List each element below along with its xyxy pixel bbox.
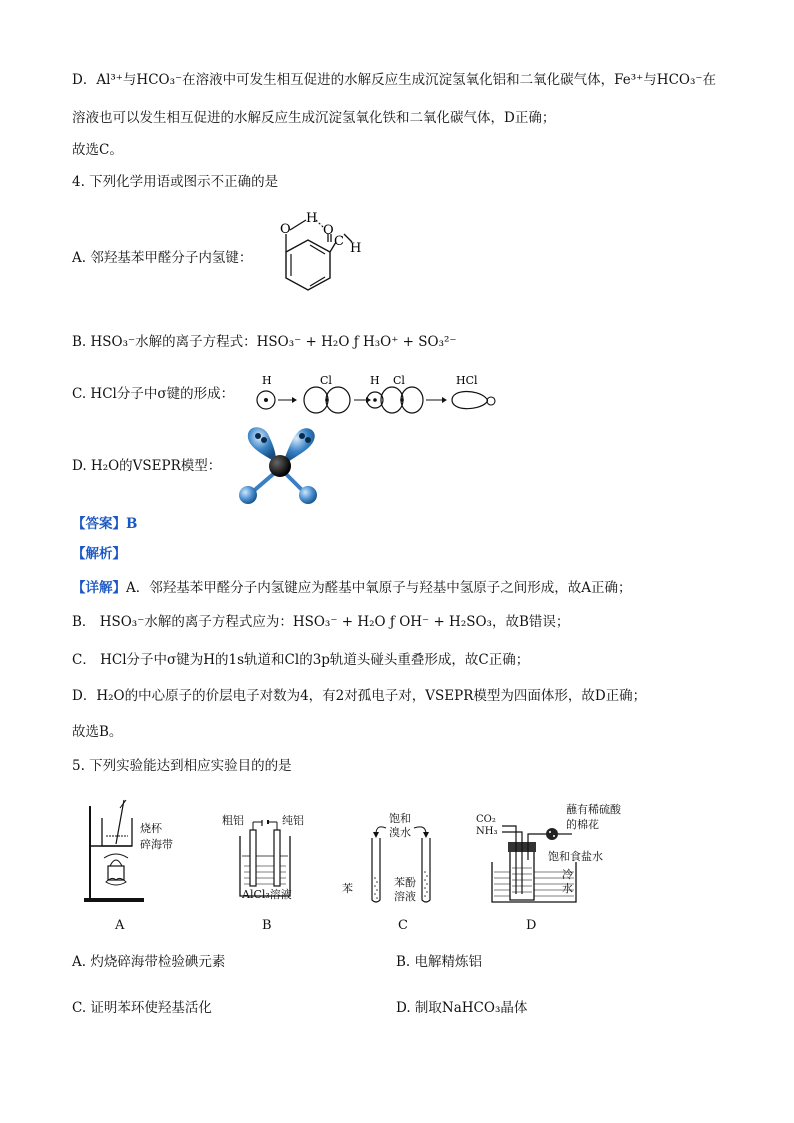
caption-c: C xyxy=(398,918,408,933)
hcl-product-label: HCl xyxy=(456,374,478,387)
option-4b: B. HSO₃⁻水解的离子方程式：HSO₃⁻ + H₂O ƒ H₃O⁺ + SO₃²⁻ xyxy=(72,334,457,350)
caption-a: A xyxy=(115,918,125,933)
label-cotton: 蘸有稀硫酸的棉花 xyxy=(566,803,621,831)
hcl-cl-label: Cl xyxy=(320,374,332,387)
label-brine: 饱和食盐水 xyxy=(548,850,603,863)
text-choose-c: 故选C。 xyxy=(72,142,123,158)
label-seaweed: 碎海带 xyxy=(140,838,173,851)
mol-o2: O xyxy=(323,223,334,238)
mol-c: C xyxy=(334,234,344,249)
mol-h1: H xyxy=(306,211,318,226)
caption-b: B xyxy=(262,918,272,933)
mol-o1: O xyxy=(280,222,291,237)
label-beaker: 烧杯 xyxy=(140,822,162,835)
analysis-label: 【解析】 xyxy=(72,546,126,562)
option-5d: D. 制取NaHCO₃晶体 xyxy=(396,1000,528,1016)
label-co2: CO₂ xyxy=(476,814,496,825)
hcl-h2-label: H xyxy=(370,374,380,387)
option-5b: B. 电解精炼铝 xyxy=(396,954,483,970)
label-crude-al: 粗铝 xyxy=(222,814,244,827)
answer-label: 【答案】B xyxy=(72,516,138,532)
detail-a xyxy=(72,578,632,598)
choose-b: 故选B。 xyxy=(72,724,123,740)
option-4d: D. H₂O的VSEPR模型： xyxy=(72,458,222,474)
label-cold-water: 冷水 xyxy=(562,868,573,895)
hcl-h-label: H xyxy=(262,374,272,387)
mol-h2: H xyxy=(350,241,362,256)
detail-d: D．H₂O的中心原子的价层电子对数为4，有2对孤电子对，VSEPR模型为四面体形，故D正确； xyxy=(72,688,647,704)
detail-tag: 【详解】 xyxy=(72,580,126,596)
text-d-line2: 溶液也可以发生相互促进的水解反应生成沉淀氢氧化铁和二氧化碳气体，D正确； xyxy=(72,110,556,126)
label-alcl3-solution: AlCl₃溶液 xyxy=(242,888,292,901)
detail-b: B． HSO₃⁻水解的离子方程式应为：HSO₃⁻ + H₂O ƒ OH⁻ + H₂SO₃，故B错误； xyxy=(72,614,570,630)
label-benzene: 苯 xyxy=(342,882,353,895)
text-d-line1: D．Al³⁺与HCO₃⁻在溶液中可发生相互促进的水解反应生成沉淀氢氧化铝和二氧化碳气体，Fe³⁺与HCO₃⁻在 xyxy=(72,72,716,88)
detail-c: C． HCl分子中σ键为H的1s轨道和Cl的3p轨道头碰头重叠形成，故C正确； xyxy=(72,652,530,668)
h2o-vsepr-model xyxy=(232,424,328,508)
label-phenol-solution: 苯酚溶液 xyxy=(394,876,416,903)
question-5: 5. 下列实验能达到相应实验目的的是 xyxy=(72,758,292,774)
label-pure-al: 纯铝 xyxy=(282,814,304,827)
label-nh3: NH₃ xyxy=(476,826,498,837)
caption-d: D xyxy=(526,918,537,933)
label-bromine-water: 饱和溴水 xyxy=(389,812,411,839)
detail-a-text: A．邻羟基苯甲醛分子内氢键应为醛基中氧原子与羟基中氢原子之间形成，故A正确； xyxy=(126,580,632,596)
hcl-sigma-bond-diagram xyxy=(252,374,502,416)
hcl-cl2-label: Cl xyxy=(393,374,405,387)
o-hydroxybenzaldehyde-structure xyxy=(256,204,376,308)
option-5a: A. 灼烧碎海带检验碘元素 xyxy=(72,954,226,970)
option-4a: A. 邻羟基苯甲醛分子内氢键： xyxy=(72,250,253,266)
option-5c: C. 证明苯环使羟基活化 xyxy=(72,1000,212,1016)
option-4c: C. HCl分子中σ键的形成： xyxy=(72,386,235,402)
question-4: 4. 下列化学用语或图示不正确的是 xyxy=(72,174,279,190)
